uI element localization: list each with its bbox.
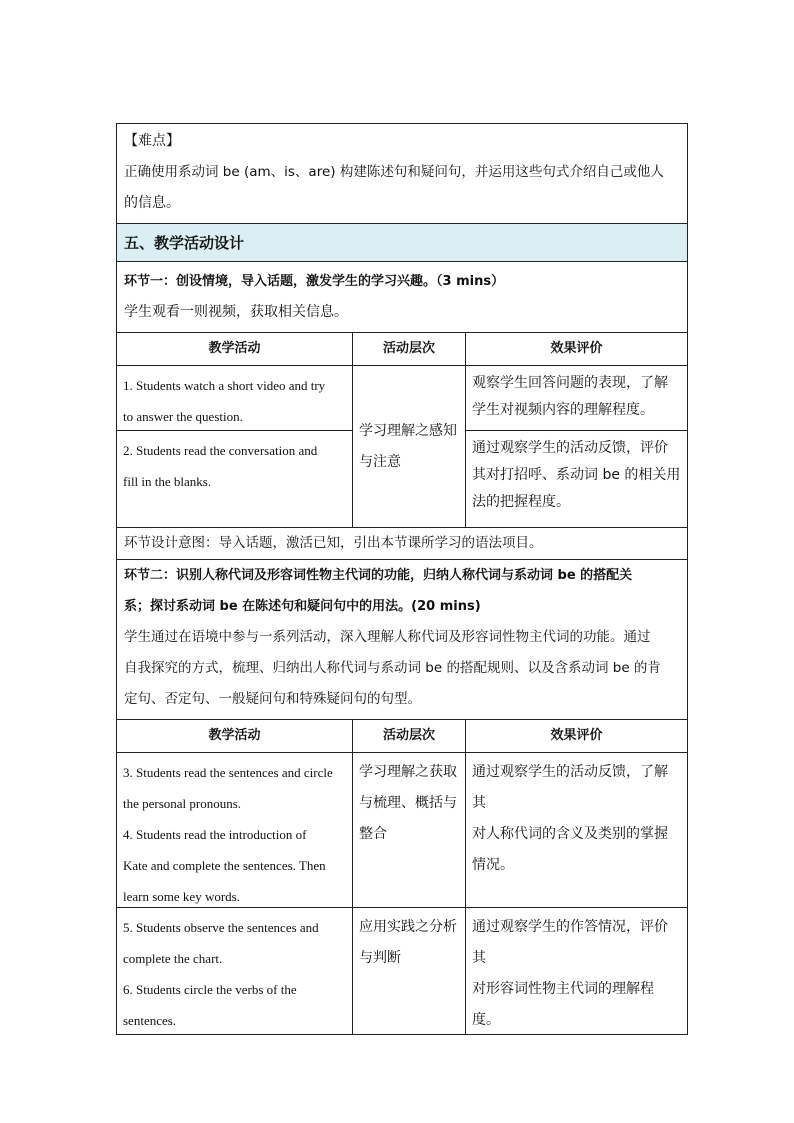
eval-line: 对人称代词的含义及类别的掌握: [472, 826, 668, 842]
level-line: 应用实践之分析: [359, 919, 457, 935]
header-evaluation: 效果评价: [466, 333, 687, 366]
difficulty-text-1: 正确使用系动词 be (am、is、are) 构建陈述句和疑问句，并运用这些句式介绍自己或他人: [124, 164, 664, 180]
level-line: 与梳理、概括与: [359, 795, 457, 811]
eval-line: 情况。: [472, 857, 514, 873]
difficulty-text-2: 的信息。: [124, 195, 180, 211]
eval-line: 对形容词性物主代词的理解程度。: [472, 981, 654, 1028]
stage1-table: [117, 333, 687, 528]
difficulty-title: 【难点】: [124, 133, 180, 149]
stage1-activity-2: [117, 431, 352, 519]
activity-line: 5. Students observe the sentences and: [123, 920, 319, 935]
stage2-title-2: 系；探讨系动词 be 在陈述句和疑问句中的用法。(20 mins): [124, 599, 481, 614]
stage2-col-level: [353, 720, 466, 1034]
header-activity: 教学活动: [117, 720, 352, 753]
eval-line: 观察学生回答问题的表现，了解: [472, 375, 668, 391]
section-heading: 五、教学活动设计: [117, 224, 687, 262]
stage1-eval-2: [466, 431, 687, 519]
stage2-col-activity: [117, 720, 353, 1034]
level-line: 与判断: [359, 950, 401, 966]
activity-line: the personal pronouns.: [123, 796, 242, 811]
stage2-eval-2: [466, 908, 687, 1034]
eval-line: 法的把握程度。: [472, 494, 570, 510]
stage1-col-level: [353, 333, 466, 527]
activity-line: to answer the question.: [123, 409, 243, 424]
lesson-plan-table: [116, 123, 688, 1035]
level-line: 学习理解之感知: [359, 422, 457, 439]
level-line: 整合: [359, 826, 387, 842]
stage2-col-eval: [466, 720, 687, 1034]
header-evaluation: 效果评价: [466, 720, 687, 753]
header-level: 活动层次: [353, 333, 465, 366]
eval-line: 通过观察学生的活动反馈，评价: [472, 440, 668, 456]
stage2-eval-1: [466, 753, 687, 908]
header-level: 活动层次: [353, 720, 465, 753]
stage2-activity-1: [117, 753, 352, 908]
header-activity: 教学活动: [117, 333, 352, 366]
stage1-col-activity: [117, 333, 353, 527]
stage2-desc-1: 学生通过在语境中参与一系列活动，深入理解人称代词及形容词性物主代词的功能。通过: [124, 629, 651, 645]
stage1-activity-1: [117, 366, 352, 431]
activity-line: 1. Students watch a short video and try: [123, 378, 326, 393]
stage1-description: 学生观看一则视频，获取相关信息。: [124, 304, 348, 320]
stage2-desc-2: 自我探究的方式，梳理、归纳出人称代词与系动词 be 的搭配规则、以及含系动词 be 的肯: [124, 660, 661, 676]
level-line: 学习理解之获取: [359, 764, 457, 780]
activity-line: complete the chart.: [123, 951, 223, 966]
stage2-desc-3: 定句、否定句、一般疑问句和特殊疑问句的句型。: [124, 691, 421, 707]
activity-line: 2. Students read the conversation and: [123, 443, 318, 458]
stage1-intent: [117, 528, 687, 560]
stage2-activity-2: [117, 908, 352, 1034]
activity-line: 4. Students read the introduction of: [123, 827, 307, 842]
difficulty-block: [117, 124, 687, 224]
stage2-title-1: 环节二：识别人称代词及形容词性物主代词的功能，归纳人称代词与系动词 be 的搭配关: [124, 568, 633, 583]
eval-line: 通过观察学生的活动反馈，了解其: [472, 764, 668, 811]
stage2-table: [117, 720, 687, 1035]
stage1-title: 环节一：创设情境，导入话题，激发学生的学习兴趣。（3 mins）: [124, 274, 505, 289]
activity-line: learn some key words.: [123, 889, 240, 904]
activity-line: 3. Students read the sentences and circle: [123, 765, 333, 780]
stage1-col-eval: [466, 333, 687, 527]
stage1-header: [117, 262, 687, 333]
activity-line: sentences.: [123, 1013, 177, 1028]
activity-line: fill in the blanks.: [123, 474, 212, 489]
stage2-level-2: [353, 908, 465, 1034]
stage1-eval-1: [466, 366, 687, 431]
stage2-header: [117, 560, 687, 720]
stage1-level: [353, 366, 465, 527]
level-line: 与注意: [359, 453, 401, 470]
activity-line: 6. Students circle the verbs of the: [123, 982, 297, 997]
eval-line: 通过观察学生的作答情况，评价其: [472, 919, 668, 966]
eval-line: 学生对视频内容的理解程度。: [472, 402, 654, 418]
stage1-intent-text: 环节设计意图：导入话题，激活已知，引出本节课所学习的语法项目。: [124, 535, 543, 551]
eval-line: 其对打招呼、系动词 be 的相关用: [472, 467, 681, 483]
stage2-level-1: [353, 753, 465, 908]
activity-line: Kate and complete the sentences. Then: [123, 858, 326, 873]
